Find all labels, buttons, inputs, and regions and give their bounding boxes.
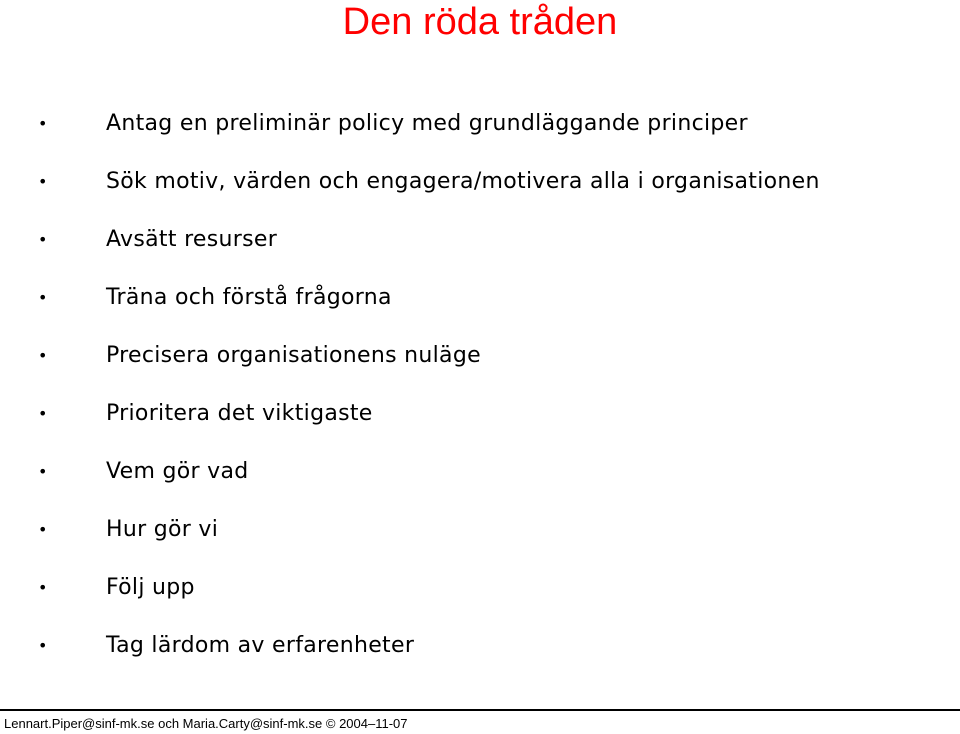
footer-divider — [0, 709, 960, 711]
bullet-text: Träna och förstå frågorna — [106, 285, 392, 310]
bullet-icon: • — [38, 636, 48, 655]
bullet-icon: • — [38, 288, 48, 307]
slide-title: Den röda tråden — [342, 1, 618, 43]
bullet-text: Avsätt resurser — [106, 227, 278, 252]
bullet-icon: • — [38, 578, 48, 597]
list-item — [0, 95, 960, 153]
list-item — [0, 617, 960, 675]
bullet-icon: • — [38, 520, 48, 539]
bullet-text: Följ upp — [106, 575, 195, 600]
list-item — [0, 385, 960, 443]
bullet-text: Prioritera det viktigaste — [106, 401, 373, 426]
bullet-icon: • — [38, 404, 48, 423]
footer-credits: Lennart.Piper@sinf-mk.se och Maria.Carty@sinf-mk.se © 2004–11-07 — [4, 716, 408, 731]
list-item — [0, 327, 960, 385]
bullet-icon: • — [38, 172, 48, 191]
list-item — [0, 501, 960, 559]
bullet-icon: • — [38, 230, 48, 249]
bullet-text: Vem gör vad — [106, 459, 249, 484]
bullet-icon: • — [38, 114, 48, 133]
bullet-text: Antag en preliminär policy med grundläggande principer — [106, 111, 748, 136]
list-item — [0, 153, 960, 211]
list-item — [0, 559, 960, 617]
bullet-text: Precisera organisationens nuläge — [106, 343, 481, 368]
list-item — [0, 443, 960, 501]
bullet-text: Sök motiv, värden och engagera/motivera alla i organisationen — [106, 169, 820, 194]
bullet-list — [0, 95, 960, 675]
bullet-text: Hur gör vi — [106, 517, 219, 542]
list-item — [0, 269, 960, 327]
bullet-text: Tag lärdom av erfarenheter — [106, 633, 415, 658]
bullet-icon: • — [38, 462, 48, 481]
list-item — [0, 211, 960, 269]
bullet-icon: • — [38, 346, 48, 365]
